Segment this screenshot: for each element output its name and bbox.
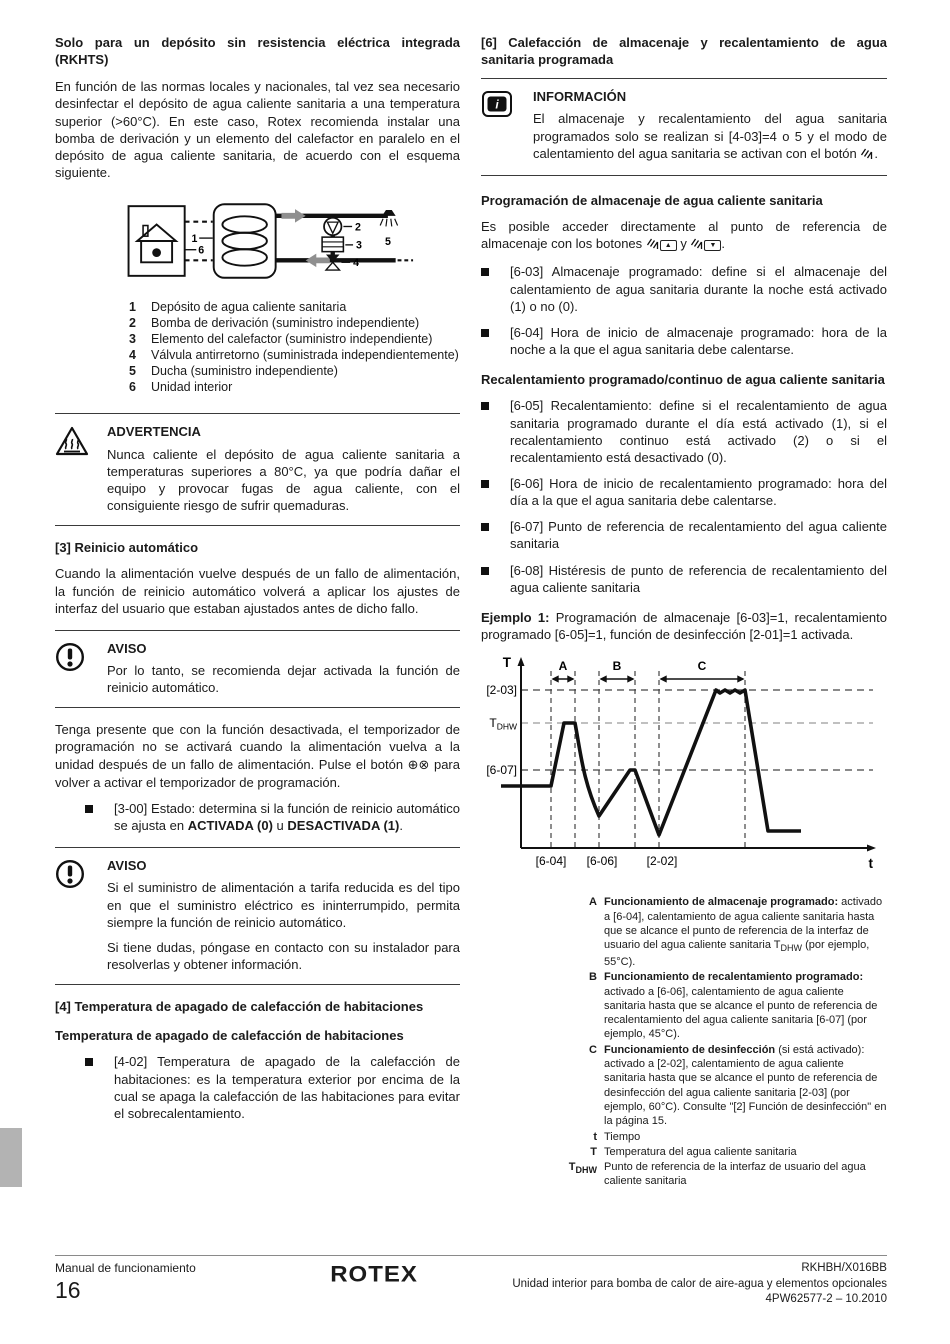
x-label-6-04: [6-04] [535,854,567,869]
region-a-label: A [558,659,568,674]
chart-legend-item-T [557,1145,887,1159]
s3-paragraph: Cuando la alimentación vuelve después de un fallo de alimentación, la función de reinicio automático volverá a aplicar los ajustes de interfaz del usuario que estaban ajustados antes de dicho fallo. [55,566,460,616]
pump-mark: 2 [355,221,361,234]
legend-num: 1 [129,300,136,315]
chart-legend-item-tdhw [557,1160,887,1189]
legend-text: Temperatura del agua caliente sanitaria [604,1145,797,1158]
region-b-label: B [612,659,622,674]
legend-key: t [593,1130,597,1143]
legend-label: Ducha (suministro independiente) [151,364,338,379]
dhw-heating-button-icon [646,237,660,254]
example-label: Ejemplo 1: [481,609,550,625]
dhw-heating-button-icon [690,237,704,254]
bullet-square [481,329,489,337]
timer-paragraph-pre: Tenga presente que con la función desactivada, el temporizador de programación no se activará cuando la alimentación vuelva a la unidad después de un fallo de alimentación. Pulse el botón [55,722,460,772]
warning-box [55,413,460,526]
legend-num: 3 [129,332,136,347]
page-number: 16 [55,1277,81,1303]
notice-box-1 [55,630,460,708]
example-paragraph [481,609,887,643]
legend-key: T [590,1145,597,1158]
bullet-6-07 [481,518,887,552]
piping-diagram [115,195,460,291]
information-body [533,110,887,163]
notice-title: AVISO [107,640,147,656]
bullet-6-06 [481,475,887,509]
bullet-3-00 [85,800,460,834]
section-heading-4: [4] Temperatura de apagado de calefacción de habitaciones [55,999,424,1015]
timer-paragraph [55,721,460,791]
information-title: INFORMACIÓN [533,89,627,105]
legend-key: C [589,1043,597,1056]
dhw-heating-button-icon [860,147,874,164]
diagram-legend [129,299,460,395]
y-label-6-07: [6-07] [486,763,517,778]
notice-body: Por lo tanto, se recomienda dejar activada la función de reinicio automático. [107,662,460,696]
bullet-square [481,567,489,575]
hot-surface-warning-icon [55,423,107,514]
doc-type: Manual de funcionamiento [55,1261,196,1275]
footer-left [55,1261,196,1304]
unit-mark: 6 [198,244,205,257]
section-heading-6: [6] Calefacción de almacenaje y recalentamiento de agua sanitaria programada [481,35,887,68]
notice-content [107,857,460,973]
bullet-6-07-text: [6-07] Punto de referencia de recalentamiento del agua caliente sanitaria [510,519,887,552]
b300-bold1: ACTIVADA (0) [187,818,273,834]
schedule-timer-button-icon: ⊕ [407,757,419,773]
legend-label: Unidad interior [151,380,233,395]
legend-num: 2 [129,316,136,331]
down-button-icon: ▼ [704,240,721,251]
timer-cancel-button-icon: ⊗ [418,757,430,773]
tank-mark: 1 [191,233,198,246]
heater-mark: 3 [355,239,362,252]
s4-subheading: Temperatura de apagado de calefacción de habitaciones [55,1028,404,1044]
b300-p3: . [399,818,403,834]
bullet-square [481,480,489,488]
x-axis-arrow [867,845,876,852]
bullet-square [481,268,489,276]
bullet-6-08-text: [6-08] Histéresis de punto de referencia de recalentamiento del agua caliente sanitaria [510,562,887,595]
notice-body-1: Si el suministro de alimentación a tarifa reducida es del tipo en que el suministro eléctrico es ininterrumpido, permita siempre la función de reinicio automático. [107,880,460,930]
legend-num: 5 [129,364,136,379]
timer-paragraph-post: para volver a activar el temporizador de programación. [55,756,460,790]
bullet-6-08 [481,562,887,596]
legend-text: Funcionamiento de desinfección (si está activado): activado a [2-02], calentamiento de agua caliente sanitaria hasta que se alcance el punto de referencia de desinfección del agua caliente sanitaria [2-03] (por ejemplo, 60°C). Consulte "[2] Función de desinfección" en la página 15. [604,1043,887,1128]
chart-svg [481,655,887,887]
bullet-6-05-text: [6-05] Recalentamiento: define si el recalentamiento de agua sanitaria programado durante el día está activado (1), si el recalentamiento continuo está activado (2) o si el recalentamiento está desactivado (0). [510,398,887,465]
bullet-6-05 [481,397,887,466]
coil-icon [222,217,267,266]
shower-mark: 5 [385,236,391,249]
svg-text:i: i [495,97,499,112]
y-axis-title: T [502,655,511,671]
chart-legend-item-t [557,1130,887,1144]
bullet-4-02 [85,1053,460,1122]
right-column [481,34,887,1190]
x-label-6-06: [6-06] [586,854,618,869]
legend-item [129,315,460,331]
storage-intro-post: . [721,236,726,252]
chart-legend-item-c [557,1043,887,1129]
storage-intro-mid: y [676,236,691,252]
house-icon [137,225,176,263]
bullet-4-02-text: [4-02] Temperatura de apagado de la calefacción de habitaciones: es la temperatura exterior por encima de la cual se apaga la calefacción de las habitaciones para evitar el sobrecalentamiento. [114,1054,460,1121]
notice-box-2 [55,847,460,985]
bullet-6-04-text: [6-04] Hora de inicio de almacenaje programado: hora de la noche a la que el agua sanitaria debe calentarse. [510,324,887,358]
legend-item [129,299,460,315]
y-label-2-03: [2-03] [486,683,517,698]
b300-p1: [3-00] Estado: determina si la función de reinicio automático se ajusta en [114,800,460,834]
legend-item [129,347,460,363]
warning-content [107,423,460,514]
chart-legend [557,895,887,1188]
dhw-temperature-chart [481,655,887,891]
legend-text: Funcionamiento de almacenaje programado: activado a [6-04], calentamiento de agua caliente sanitaria hasta que se alcance el punto de referencia de la interfaz de usuario del agua caliente sanitaria $T_{DHW}$ (por ejemplo, 55°C). [604,896,883,968]
reheat-subheading: Recalentamiento programado/continuo de agua caliente sanitaria [481,372,885,388]
page-edge-tab [0,1128,22,1187]
bullet-square [85,805,93,813]
info-body-pre: El almacenaje y recalentamiento del agua sanitaria programados solo se realizan si [4-03]=4 o 5 y el modo de calentamiento del agua sanitaria se activan con el botón [533,111,887,161]
model-code: RKHBH/X016BB [801,1262,887,1274]
example-text: Programación de almacenaje [6-03]=1, recalentamiento programado [6-05]=1, función de desinfección [2-01]=1 activada. [481,609,887,643]
bullet-6-03 [481,263,887,314]
legend-text: Funcionamiento de recalentamiento programado: activado a [6-06], calentamiento de agua caliente sanitaria hasta que se alcance el punto de referencia de recalentamiento del agua caliente sanitaria [6-07] (por ejemplo, 45°C). [604,971,878,1041]
product-description: Unidad interior para bomba de calor de aire-agua y elementos opcionales [512,1277,887,1290]
legend-num: 4 [129,348,136,363]
legend-item [129,363,460,379]
b300-p2: u [272,818,288,834]
bullet-6-03-text: [6-03] Almacenaje programado: define si el almacenaje del calentamiento de agua sanitaria durante la noche está activado (1) o no (0). [510,264,887,314]
shower-icon [380,210,397,226]
flow-arrow-left [306,254,330,268]
y-axis-arrow [518,657,525,666]
x-label-2-02: [2-02] [646,854,678,869]
up-button-icon: ▲ [660,240,677,251]
rkhts-paragraph: En función de las normas locales y nacionales, tal vez sea necesario desinfectar el depósito de agua caliente sanitaria a una temperatura superior (>60°C). En este caso, Rotex recomienda instalar una bomba de derivación y un elemento del calefactor en paralelo en el depósito de agua caliente sanitaria, de acuerdo con el esquema siguiente. [55,79,460,181]
notice-title: AVISO [107,858,147,874]
region-c-label: C [697,659,707,674]
valve-mark: 4 [353,257,359,270]
notice-content [107,640,460,696]
y-label-tdhw: $T_{DHW}$ [489,716,517,732]
bullet-3-00-text [93,800,460,834]
legend-label: Válvula antirretorno (suministrada independientemente) [151,348,459,363]
legend-text: Tiempo [604,1130,641,1143]
storage-subheading: Programación de almacenaje de agua caliente sanitaria [481,192,823,208]
section-heading-3: [3] Reinicio automático [55,540,199,556]
chart-legend-item-a [557,895,887,969]
doc-code: 4PW62577-2 – 10.2010 [765,1293,887,1306]
legend-num: 6 [129,380,136,395]
information-content [533,88,887,164]
warning-body: Nunca caliente el depósito de agua caliente sanitaria a temperaturas superiores a 80°C, ya que podría dañar el equipo y provocar fugas de agua caliente, con el consiguiente riesgo de sufrir quemaduras. [107,446,460,514]
exclamation-notice-icon [55,640,107,696]
legend-key: A [589,896,597,909]
left-column [55,34,460,1190]
legend-item [129,331,460,347]
region-arrows [553,677,743,682]
check-valve-lower [326,263,340,271]
legend-label: Elemento del calefactor (suministro independiente) [151,332,433,347]
bullet-square [85,1058,93,1066]
bullet-square [481,523,489,531]
notice-body-2: Si tiene dudas, póngase en contacto con su instalador para resolverlas y obtener información. [107,939,460,972]
exclamation-notice-icon [55,857,107,973]
bullet-6-04 [481,324,887,358]
storage-intro-pre: Es posible acceder directamente al punto de referencia de almacenaje con los botones [481,219,887,252]
section-heading-rkhts: Solo para un depósito sin resistencia eléctrica integrada (RKHTS) [55,35,460,68]
bullet-6-06-text: [6-06] Hora de inicio de recalentamiento programado: hora del día a la que el agua sanitaria debe calentarse. [510,475,887,509]
page-footer [55,1255,887,1308]
legend-label: Bomba de derivación (suministro independiente) [151,316,420,331]
legend-key: $T_{DHW}$ [568,1161,597,1176]
piping-diagram-svg [115,195,415,287]
legend-item [129,379,460,395]
rotex-logo: ROTEX [330,1262,418,1287]
storage-intro [481,218,887,254]
legend-label: Depósito de agua caliente sanitaria [151,300,347,315]
information-icon [481,88,533,164]
x-axis-title: t [868,856,873,872]
warning-title: ADVERTENCIA [107,424,201,440]
b300-bold2: DESACTIVADA (1) [287,818,400,834]
chart-legend-item-b [557,970,887,1041]
footer-right [512,1261,887,1308]
legend-key: B [589,971,597,984]
flow-arrow-right [281,209,305,223]
legend-text: Punto de referencia de la interfaz de usuario del agua caliente sanitaria [604,1161,866,1188]
information-box [481,78,887,176]
heater-element-icon [322,237,343,252]
bullet-square [481,402,489,410]
info-body-post: . [874,145,879,161]
temperature-curve [501,690,801,835]
